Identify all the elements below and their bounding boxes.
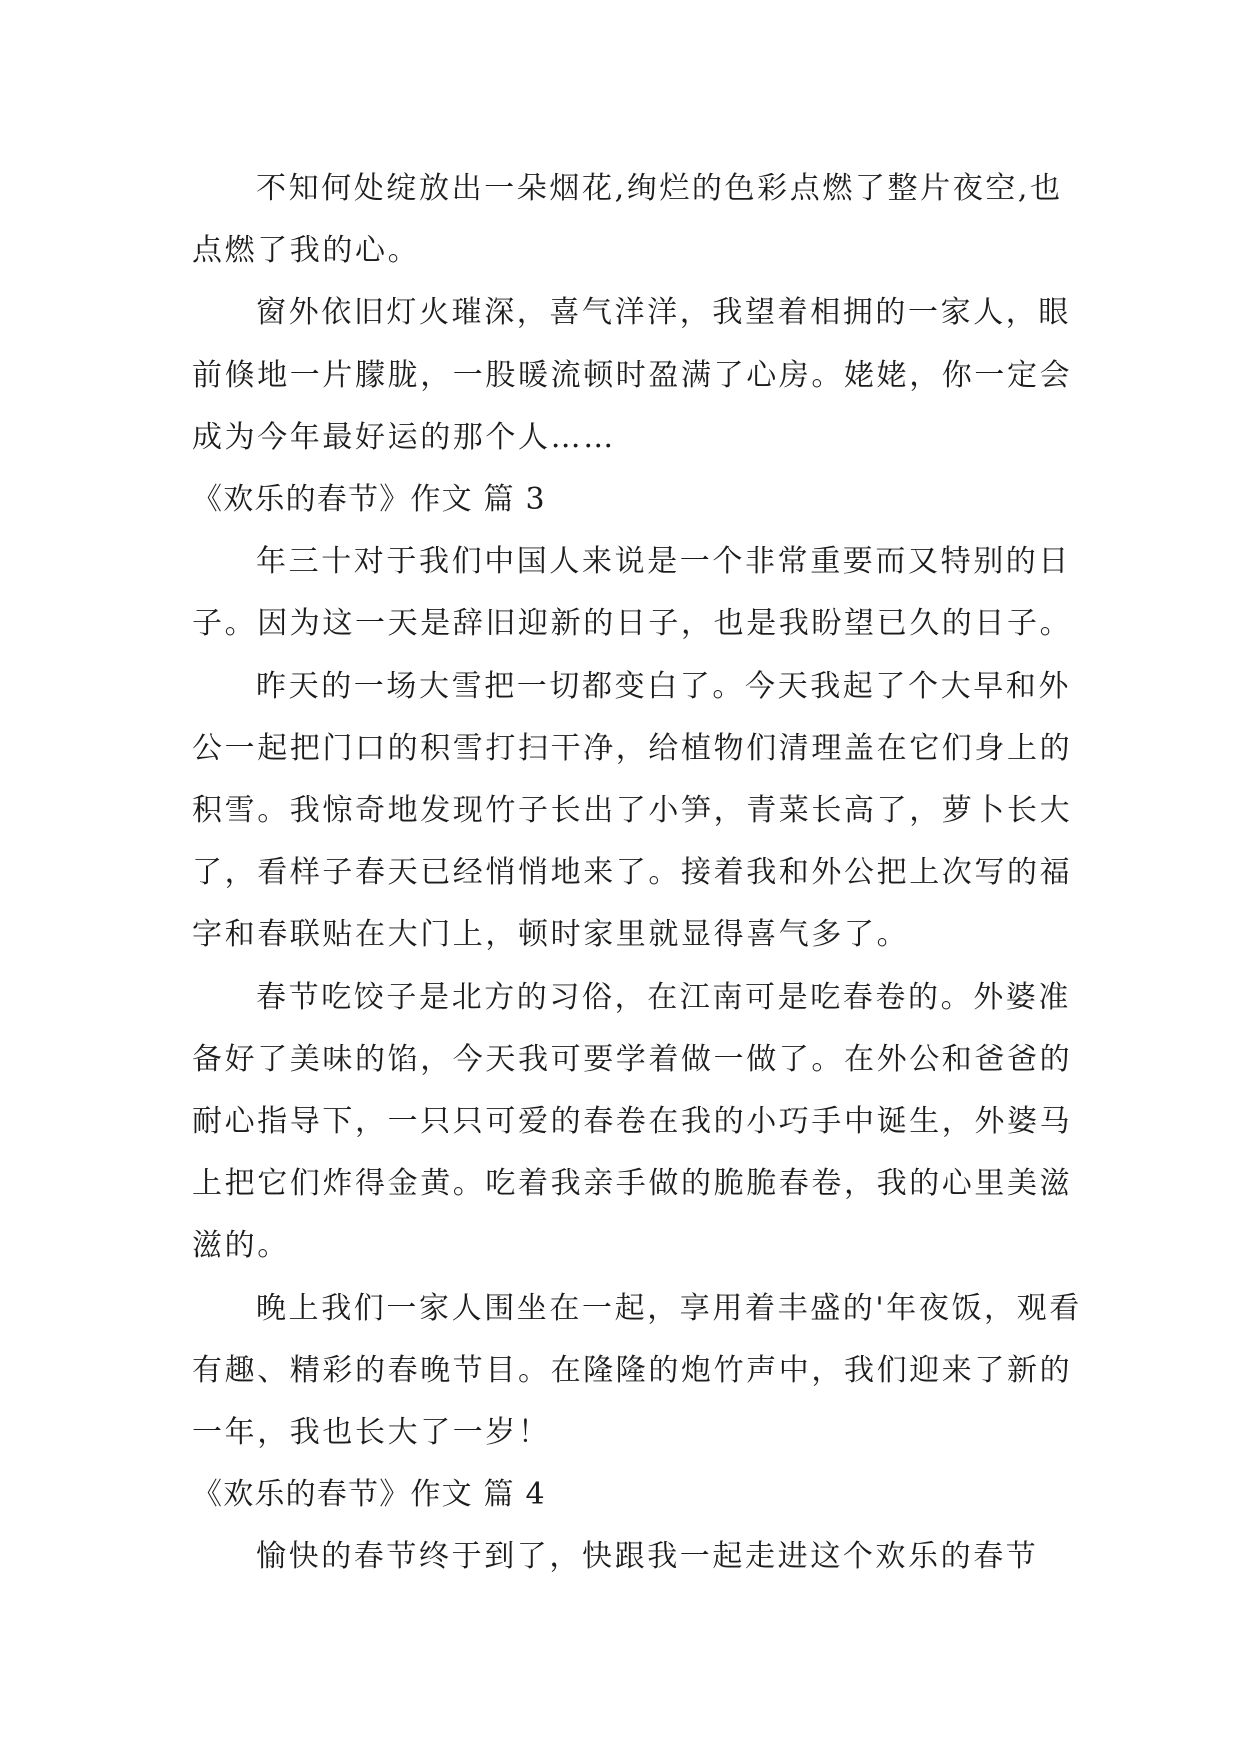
section-heading-4: 《欢乐的春节》作文 篇 4 [192, 1477, 546, 1513]
paragraph-new-year-eve: 年三十对于我们中国人来说是一个非常重要而又特别的日子。因为这一天是辞旧迎新的日子，也是我盼望已久的日子。 [192, 544, 1073, 642]
paragraph-snow: 昨天的一场大雪把一切都变白了。今天我起了个大早和外公一起把门口的积雪打扫干净，给植物们清理盖在它们身上的积雪。我惊奇地发现竹子长出了小笋，青菜长高了，萝卜长大了，看样子春天已经悄悄地来了。接着我和外公把上次写的福字和春联贴在大门上，顿时家里就显得喜气多了。 [192, 668, 1073, 953]
paragraph-dinner: 晚上我们一家人围坐在一起，享用着丰盛的'年夜饭，观看有趣、精彩的春晚节目。在隆隆的炮竹声中，我们迎来了新的一年，我也长大了一岁！ [192, 1290, 1082, 1451]
document-body [192, 158, 1092, 1589]
section-heading-3: 《欢乐的春节》作文 篇 3 [192, 482, 546, 518]
paragraph-window: 窗外依旧灯火璀深，喜气洋洋，我望着相拥的一家人，眼前倏地一片朦胧，一股暖流顿时盈满了心房。姥姥，你一定会成为今年最好运的那个人…… [192, 295, 1073, 455]
paragraph-fireworks: 不知何处绽放出一朵烟花,绚烂的色彩点燃了整片夜空,也点燃了我的心。 [192, 171, 1063, 269]
paragraph-spring-rolls: 春节吃饺子是北方的习俗，在江南可是吃春卷的。外婆准备好了美味的馅，今天我可要学着做一做了。在外公和爸爸的耐心指导下，一只只可爱的春卷在我的小巧手中诞生，外婆马上把它们炸得金黄。吃着我亲手做的脆脆春卷，我的心里美滋滋的。 [192, 979, 1073, 1264]
paragraph-happy-festival: 愉快的春节终于到了，快跟我一起走进这个欢乐的春节 [256, 1539, 1039, 1575]
